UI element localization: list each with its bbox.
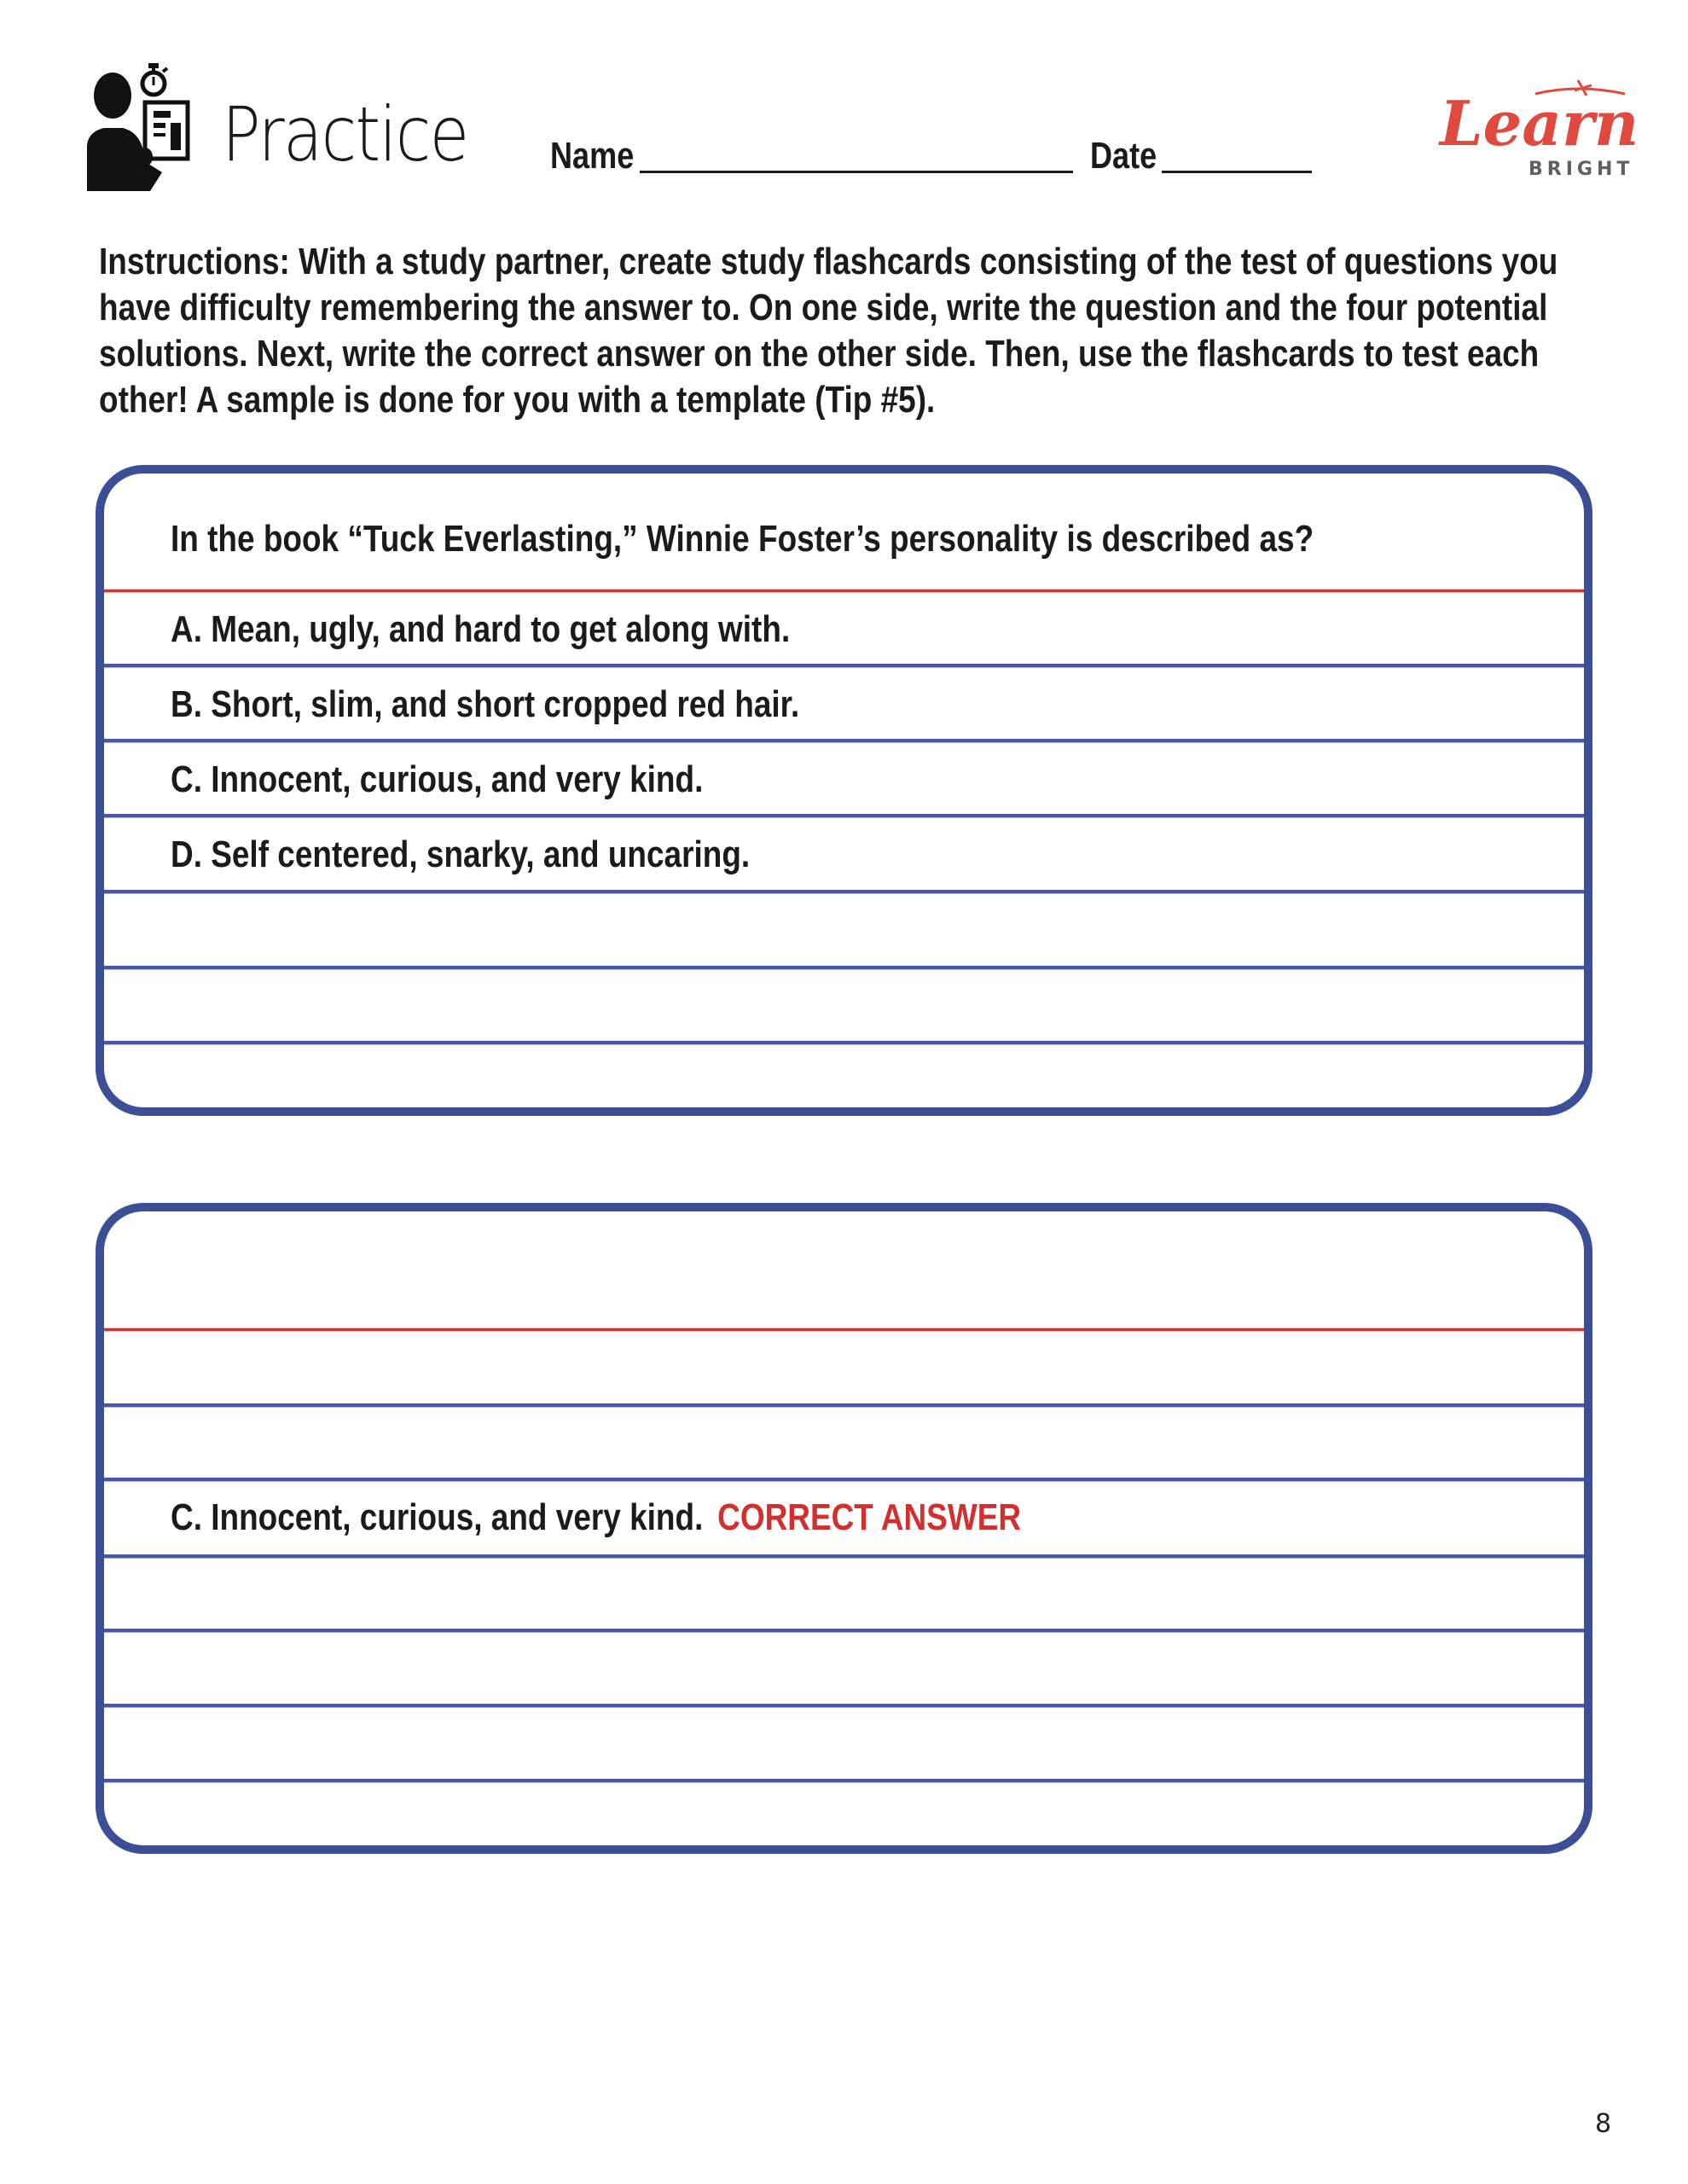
flashcard-option-a: A. Mean, ugly, and hard to get along with. — [171, 608, 791, 650]
date-field[interactable] — [1162, 171, 1312, 173]
card-header-rule — [104, 590, 1584, 592]
date-label: Date — [1090, 135, 1157, 177]
card-rule — [104, 1704, 1584, 1707]
card-rule — [104, 1779, 1584, 1782]
logo-script-text: Learn — [1440, 87, 1638, 160]
name-label: Name — [550, 135, 635, 177]
learn-bright-logo — [1433, 77, 1638, 183]
card-header-rule — [104, 1328, 1584, 1331]
name-field[interactable] — [640, 171, 1073, 173]
flashcard-answer: C. Innocent, curious, and very kind. — [171, 1496, 704, 1538]
learn-bright-logo-icon — [1433, 77, 1638, 183]
flashcard-question: In the book “Tuck Everlasting,” Winnie Foster’s personality is described as? — [171, 518, 1314, 560]
card-rule — [104, 1403, 1584, 1407]
section-title: Practice — [222, 90, 468, 178]
card-rule — [104, 664, 1584, 667]
card-rule — [104, 1629, 1584, 1632]
flashcard-option-b: B. Short, slim, and short cropped red hair. — [171, 683, 800, 725]
logo-sub-text: BRIGHT — [1528, 159, 1634, 180]
card-rule — [104, 739, 1584, 742]
page-number: 8 — [1595, 2109, 1612, 2139]
instructions-text: Instructions: With a study partner, create study flashcards consisting of the test of questions you have difficulty remembering the answer to. On one side, write the question and the four potential solutions. Next, write the correct answer on the other side. Then, use the flashcards to test each other! A sample is done for you with a template (Tip #5). — [99, 241, 1558, 421]
flashcard-option-d: D. Self centered, snarky, and uncaring. — [171, 834, 751, 875]
flashcard-answer-line — [171, 1496, 1021, 1539]
flashcard-front — [96, 465, 1592, 1116]
correct-answer-tag: CORRECT ANSWER — [717, 1496, 1022, 1538]
flashcard-back — [96, 1203, 1592, 1854]
card-rule — [104, 890, 1584, 893]
card-rule — [104, 814, 1584, 817]
card-rule — [104, 1554, 1584, 1558]
card-rule — [104, 1478, 1584, 1481]
student-with-clipboard-and-stopwatch-icon — [85, 63, 193, 193]
card-rule — [104, 966, 1584, 969]
practice-icon — [85, 63, 193, 193]
card-rule — [104, 1041, 1584, 1044]
flashcard-option-c: C. Innocent, curious, and very kind. — [171, 758, 704, 800]
